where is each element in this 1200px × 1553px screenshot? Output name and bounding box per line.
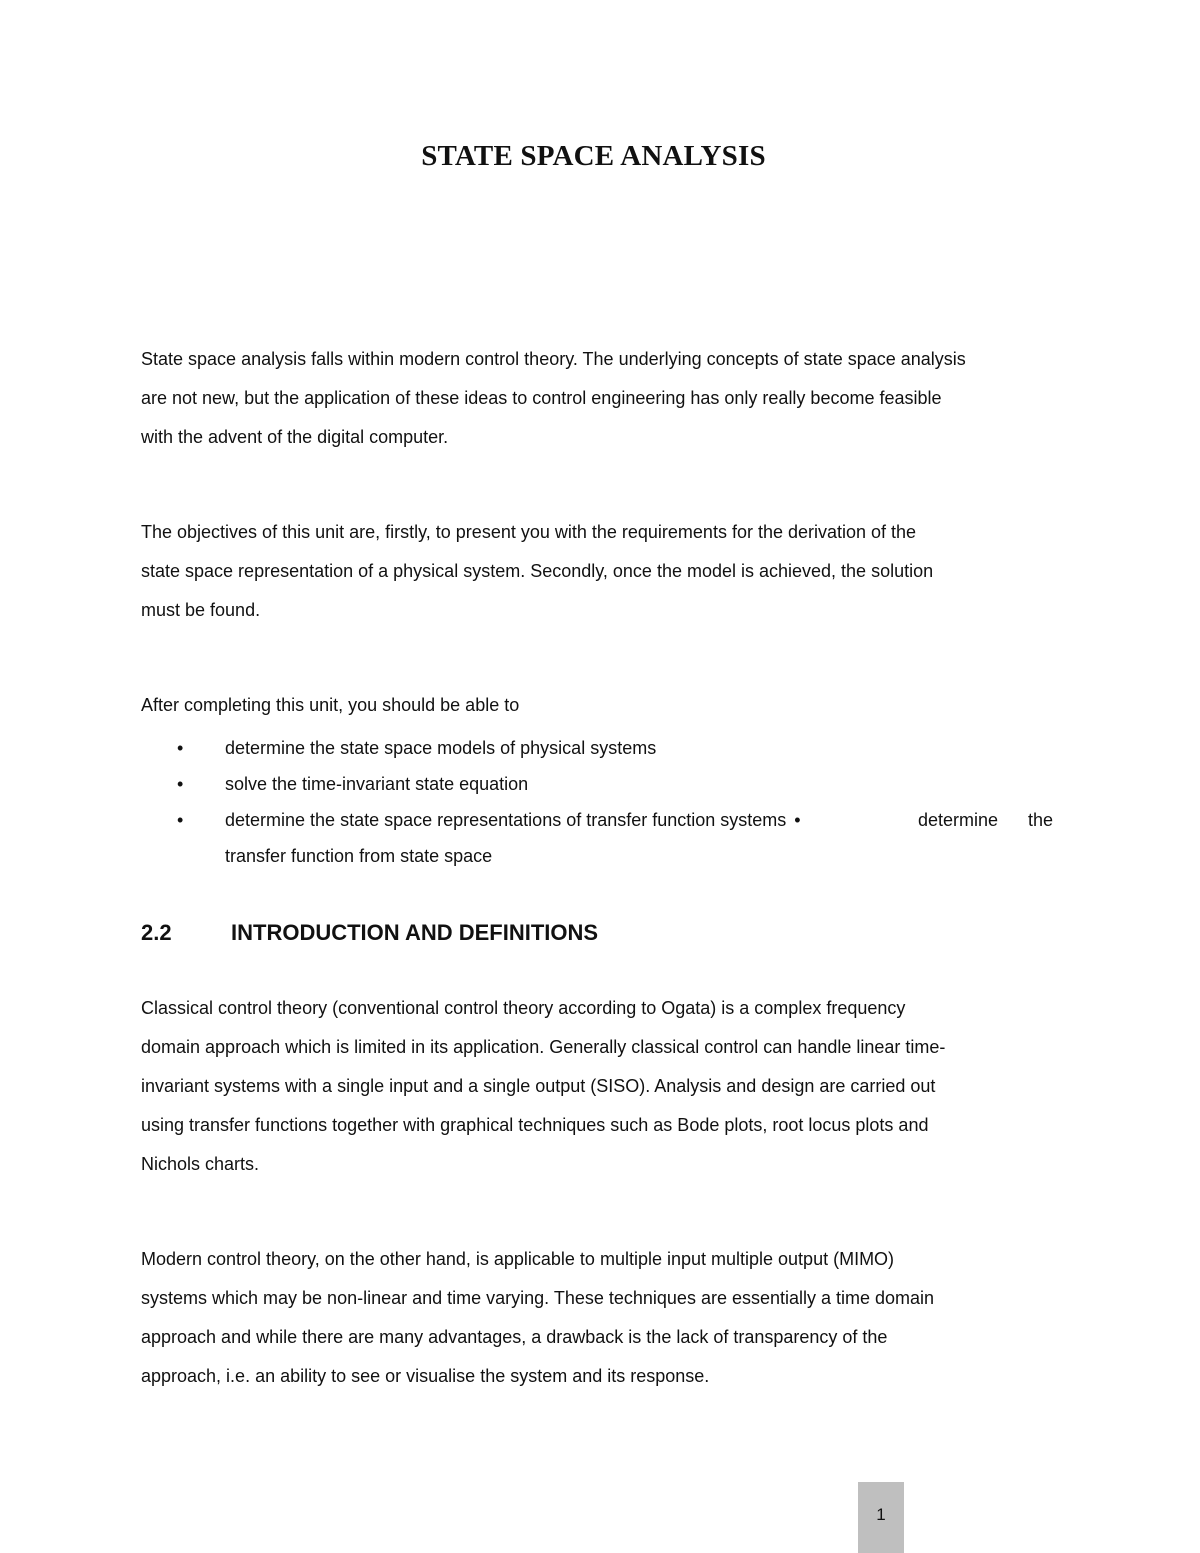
paragraph-line: systems which may be non-linear and time varying. These techniques are essentially a time domain — [141, 1288, 935, 1308]
list-item — [141, 730, 1071, 766]
section-number: 2.2 — [141, 920, 172, 945]
outcomes-intro: After completing this unit, you should be able to — [141, 695, 520, 715]
list-item — [141, 766, 1071, 802]
paragraph-line: Classical control theory (conventional control theory according to Ogata) is a complex frequency — [141, 998, 906, 1018]
section-heading — [141, 920, 598, 946]
list-item-text: solve the time-invariant state equation — [225, 774, 529, 794]
paragraph-line: are not new, but the application of these ideas to control engineering has only really become feasible — [141, 388, 942, 408]
bullet-icon: • — [177, 774, 184, 794]
objectives-paragraph — [141, 513, 1071, 630]
paragraph-line: using transfer functions together with graphical techniques such as Bode plots, root locus plots and — [141, 1115, 929, 1135]
page-number: 1 — [858, 1482, 904, 1553]
list-item — [141, 802, 1071, 874]
modern-paragraph — [141, 1240, 1071, 1396]
page-title: STATE SPACE ANALYSIS — [421, 140, 766, 172]
list-item-text: determine — [918, 810, 999, 830]
paragraph-line: with the advent of the digital computer. — [141, 427, 449, 447]
bullet-icon: • — [177, 738, 184, 758]
paragraph-line: Modern control theory, on the other hand, is applicable to multiple input multiple output (MIMO) — [141, 1249, 895, 1269]
intro-paragraph — [141, 340, 1071, 457]
paragraph-line: state space representation of a physical system. Secondly, once the model is achieved, the solution — [141, 561, 934, 581]
bullet-icon: • — [177, 810, 184, 830]
paragraph-line: Nichols charts. — [141, 1154, 260, 1174]
paragraph-line: must be found. — [141, 600, 261, 620]
classical-paragraph — [141, 989, 1071, 1184]
paragraph-line: approach and while there are many advantages, a drawback is the lack of transparency of the — [141, 1327, 888, 1347]
section-title: INTRODUCTION AND DEFINITIONS — [231, 920, 599, 945]
bullet-icon: • — [794, 810, 801, 830]
paragraph-line: State space analysis falls within modern control theory. The underlying concepts of state space analysis — [141, 349, 966, 369]
outcomes-list — [141, 730, 1071, 874]
paragraph-line: domain approach which is limited in its application. Generally classical control can handle linear time- — [141, 1037, 946, 1057]
paragraph-line: approach, i.e. an ability to see or visualise the system and its response. — [141, 1366, 710, 1386]
list-item-text: determine the state space models of physical systems — [225, 738, 657, 758]
paragraph-line: The objectives of this unit are, firstly, to present you with the requirements for the derivation of the — [141, 522, 917, 542]
list-item-text: the — [1028, 810, 1054, 830]
paragraph-line: invariant systems with a single input and a single output (SISO). Analysis and design are carried out — [141, 1076, 936, 1096]
list-item-text: determine the state space representations of transfer function systems — [225, 810, 787, 830]
list-item-text: transfer function from state space — [225, 846, 493, 866]
